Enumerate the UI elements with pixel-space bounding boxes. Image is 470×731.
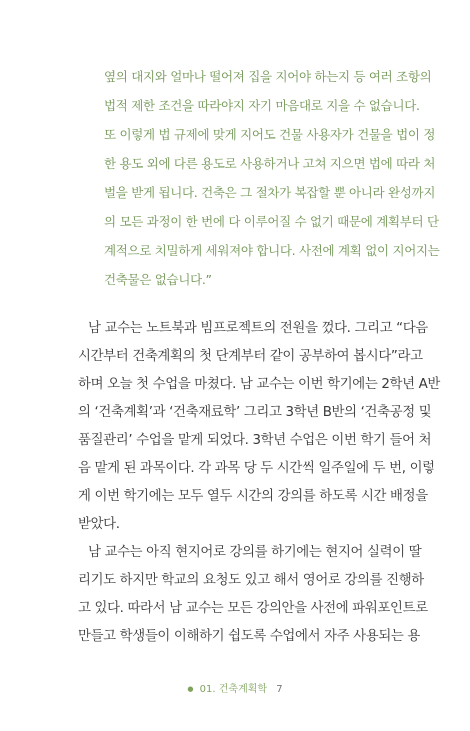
chapter-title: 01. 건축계획학 [199,684,268,695]
quote-line: 벌을 받게 됩니다. 건축은 그 절차가 복잡할 뿐 아니라 완성까지 [104,185,436,200]
quote-line: 계적으로 치밀하게 세워져야 합니다. 사전에 계획 없이 지어지는 [104,243,440,258]
quote-line: 의 모든 과정이 한 번에 다 이루어질 수 없기 때문에 계획부터 단 [104,214,439,229]
body-line: 품질관리’ 수업을 맡게 되었다. 3학년 수업은 이번 학기 들어 처 [78,433,432,448]
quoted-passage [104,62,440,294]
quote-line: 옆의 대지와 얼마나 떨어져 집을 지어야 하는지 등 여러 조항의 [104,69,432,84]
body-line: 의 ‘건축계획’과 ‘건축재료학’ 그리고 3학년 B반의 ‘건축공정 및 [78,405,432,420]
body-line: 만들고 학생들이 이해하기 쉽도록 수업에서 자주 사용되는 용 [78,629,420,644]
body-line: 하며 오늘 첫 수업을 마쳤다. 남 교수는 이번 학기에는 2학년 A반 [78,377,440,392]
body-paragraphs [78,315,440,651]
page-number: 7 [276,684,283,695]
bullet-dot-icon: ● [187,685,194,693]
body-line: 시간부터 건축계획의 첫 단계부터 같이 공부하여 봅시다”라고 [78,349,423,364]
quote-line: 한 용도 외에 다른 용도로 사용하거나 고쳐 지으면 법에 따라 처 [104,156,436,171]
quote-line: 건축물은 없습니다.” [104,272,212,287]
body-line: 고 있다. 따라서 남 교수는 모든 강의안을 사전에 파워포인트로 [78,601,428,616]
quote-line: 또 이렇게 법 규제에 맞게 지어도 건물 사용자가 건물을 법이 정 [104,127,436,142]
page-footer [0,680,470,695]
quote-line: 법적 제한 조건을 따라야지 자기 마음대로 지을 수 없습니다. [104,98,420,113]
body-line: 리기도 하지만 학교의 요청도 있고 해서 영어로 강의를 진행하 [78,573,424,588]
body-line: 게 이번 학기에는 모두 열두 시간의 강의를 하도록 시간 배정을 [78,489,428,504]
body-line: 받았다. [78,517,120,532]
body-line: 남 교수는 아직 현지어로 강의를 하기에는 현지어 실력이 딸 [88,545,422,560]
body-line: 음 맡게 된 과목이다. 각 과목 당 두 시간씩 일주일에 두 번, 이렇 [78,461,435,476]
body-line: 남 교수는 노트북과 빔프로젝트의 전원을 껐다. 그리고 “다음 [88,321,428,336]
